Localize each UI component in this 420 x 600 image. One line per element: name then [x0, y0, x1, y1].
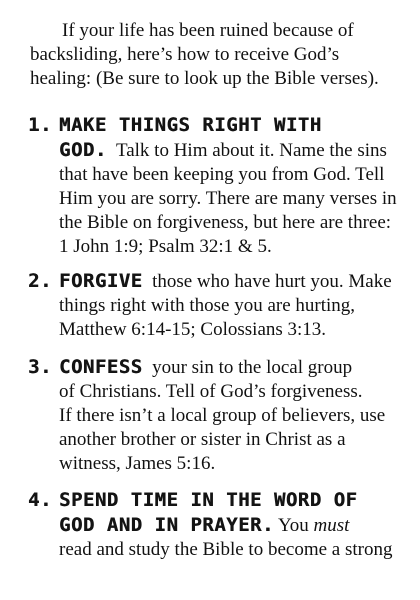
step-3-text-start: your sin to the local group	[152, 357, 353, 378]
step-3-line: of Christians. Tell of God’s forgiveness.	[59, 381, 363, 402]
step-4-heading-part2: GOD AND IN PRAYER.	[59, 514, 274, 536]
step-3	[28, 355, 398, 476]
step-3-line: another brother or sister in Christ as a	[59, 429, 346, 450]
step-1-line: Him you are sorry. There are many verses in	[59, 188, 397, 209]
step-1	[28, 113, 398, 259]
step-3-line: witness, James 5:16.	[59, 453, 216, 474]
step-2-line: Matthew 6:14-15; Colossians 3:13.	[59, 319, 327, 340]
step-1-line: 1 John 1:9; Psalm 32:1 & 5.	[59, 236, 272, 257]
intro-paragraph: If your life has been ruined because of backsliding, here’s how to receive God’s healing: (Be sure to look up the Bible verses).	[30, 20, 379, 89]
step-3-number: 3.	[28, 356, 52, 378]
step-2-heading-line	[28, 269, 398, 294]
step-4-number: 4.	[28, 489, 52, 511]
step-4-line: read and study the Bible to become a strong	[59, 539, 393, 560]
step-1-heading-part1: MAKE THINGS RIGHT WITH	[59, 114, 322, 136]
step-4-heading-line	[28, 488, 398, 513]
step-4-heading-continuation	[28, 513, 398, 538]
step-1-heading-part2: GOD.	[59, 139, 107, 161]
step-2-heading: FORGIVE	[59, 270, 143, 292]
step-4	[28, 488, 398, 562]
step-4-text-start: You	[277, 515, 309, 536]
step-1-heading-line	[28, 113, 398, 138]
step-3-heading: CONFESS	[59, 356, 143, 378]
step-4-emphasis: must	[313, 515, 350, 536]
step-2-line: things right with those you are hurting,	[59, 295, 356, 316]
step-1-number: 1.	[28, 114, 52, 136]
step-3-line: If there isn’t a local group of believers, use	[59, 405, 386, 426]
step-1-heading-continuation	[28, 138, 398, 163]
step-1-line: the Bible on forgiveness, but here are three:	[59, 212, 392, 233]
step-4-heading-part1: SPEND TIME IN THE WORD OF	[59, 489, 358, 511]
step-1-text-start: Talk to Him about it. Name the sins	[115, 140, 387, 161]
step-2-text-start: those who have hurt you. Make	[152, 271, 392, 292]
step-1-line: that have been keeping you from God. Tell	[59, 164, 385, 185]
step-2-number: 2.	[28, 270, 52, 292]
step-3-heading-line	[28, 355, 398, 380]
step-2	[28, 269, 398, 342]
